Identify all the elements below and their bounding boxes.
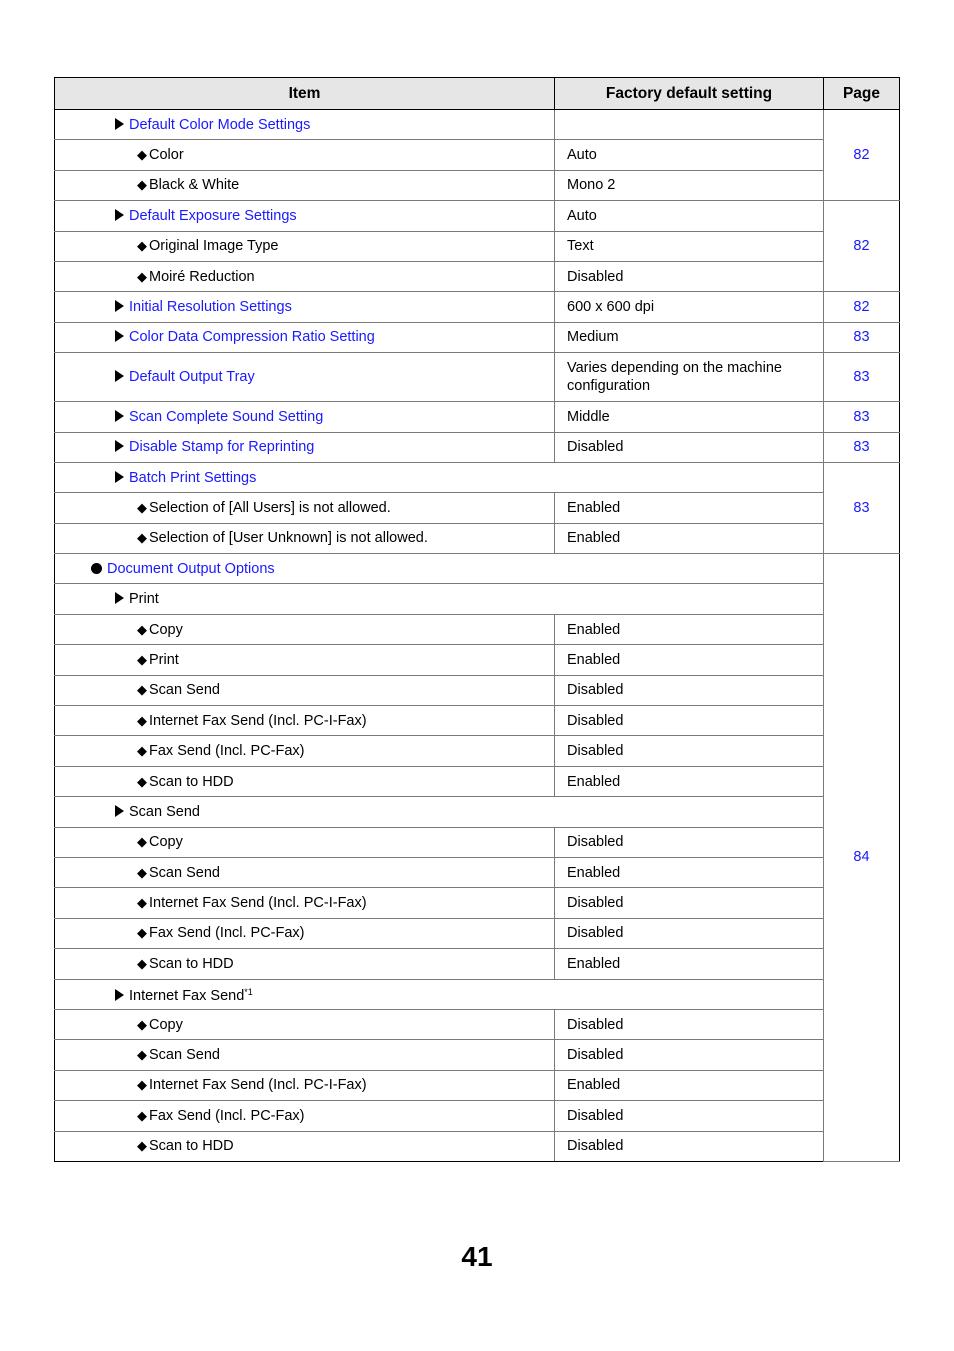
table-body [55,110,900,1162]
table-row [55,292,900,322]
item-cell[interactable] [55,110,555,140]
item-label: Selection of [All Users] is not allowed. [149,499,391,516]
page-link[interactable]: 83 [824,402,900,432]
default-value-cell: Enabled [555,493,824,523]
triangle-bullet-icon [115,118,124,130]
diamond-bullet-icon: ◆ [137,925,147,941]
table-row [55,675,900,705]
default-value-cell: Disabled [555,827,824,857]
default-value-cell: Disabled [555,1131,824,1161]
item-cell [55,675,555,705]
item-cell [55,736,555,766]
item-cell [55,766,555,796]
triangle-bullet-icon [115,989,124,1001]
diamond-bullet-icon: ◆ [137,499,147,515]
item-label: Copy [149,621,183,638]
table-row [55,827,900,857]
item-label: Selection of [User Unknown] is not allowed. [149,530,428,547]
page-link[interactable]: 83 [824,462,900,553]
bullet-dot-icon [91,563,102,574]
item-link[interactable]: Default Exposure Settings [129,207,297,224]
diamond-bullet-icon: ◆ [137,773,147,789]
table-row [55,614,900,644]
item-cell[interactable] [55,322,555,352]
table-row [55,706,900,736]
item-cell [55,949,555,979]
item-cell [55,1101,555,1131]
triangle-bullet-icon [115,440,124,452]
item-label: Fax Send (Incl. PC-Fax) [149,1107,305,1124]
diamond-bullet-icon: ◆ [137,1047,147,1063]
default-value-cell: Auto [555,140,824,170]
table-row [55,554,900,584]
default-value-cell: Disabled [555,432,824,462]
item-label: Copy [149,834,183,851]
item-cell [55,706,555,736]
table-row [55,170,900,200]
item-cell[interactable] [55,201,555,231]
header-default: Factory default setting [555,78,824,110]
diamond-bullet-icon: ◆ [137,864,147,880]
table-row [55,1101,900,1131]
diamond-bullet-icon: ◆ [137,1077,147,1093]
table-row [55,1131,900,1161]
item-label: Scan Send [149,1047,220,1064]
table-row [55,918,900,948]
item-label: Fax Send (Incl. PC-Fax) [149,743,305,760]
page-link[interactable]: 82 [824,201,900,292]
item-cell [55,614,555,644]
item-label: Scan to HDD [149,773,234,790]
item-cell[interactable] [55,554,824,584]
item-label: Scan to HDD [149,955,234,972]
table-row [55,736,900,766]
diamond-bullet-icon: ◆ [137,743,147,759]
item-cell [55,979,824,1009]
item-cell [55,888,555,918]
item-label: Print [129,591,159,608]
table-row [55,584,900,614]
table-header-row [55,78,900,110]
default-value-cell: Disabled [555,675,824,705]
table-row [55,766,900,796]
diamond-bullet-icon: ◆ [137,268,147,284]
item-link[interactable]: Color Data Compression Ratio Setting [129,329,375,346]
item-label: Internet Fax Send (Incl. PC-I-Fax) [149,1077,367,1094]
default-value-cell: Auto [555,201,824,231]
default-value-cell: Disabled [555,1009,824,1039]
item-cell[interactable] [55,292,555,322]
diamond-bullet-icon: ◆ [137,682,147,698]
default-value-cell: Disabled [555,888,824,918]
triangle-bullet-icon [115,805,124,817]
footnote-marker: *1 [244,987,253,998]
default-value-cell: Middle [555,402,824,432]
item-cell [55,140,555,170]
item-cell [55,523,555,553]
item-cell [55,1131,555,1161]
triangle-bullet-icon [115,209,124,221]
triangle-bullet-icon [115,410,124,422]
diamond-bullet-icon: ◆ [137,1107,147,1123]
item-label: Scan Send [149,864,220,881]
table-row [55,402,900,432]
item-label: Internet Fax Send (Incl. PC-I-Fax) [149,712,367,729]
table-row [55,1070,900,1100]
diamond-bullet-icon: ◆ [137,530,147,546]
default-value-cell [555,110,824,140]
table-row [55,949,900,979]
item-cell[interactable] [55,432,555,462]
item-link[interactable]: Document Output Options [107,560,275,577]
header-item: Item [55,78,555,110]
item-cell [55,857,555,887]
table-row [55,1009,900,1039]
default-value-cell: Enabled [555,1070,824,1100]
page-link[interactable]: 83 [824,432,900,462]
table-row [55,231,900,261]
table-row [55,462,900,492]
diamond-bullet-icon: ◆ [137,177,147,193]
item-cell [55,231,555,261]
default-value-cell: Enabled [555,645,824,675]
table-row [55,493,900,523]
item-label: Color [149,147,184,164]
default-value-cell: Enabled [555,949,824,979]
item-link[interactable]: Batch Print Settings [129,469,257,486]
item-cell [55,584,824,614]
default-value-cell: Enabled [555,523,824,553]
triangle-bullet-icon [115,471,124,483]
item-link[interactable]: Scan Complete Sound Setting [129,408,324,425]
item-link[interactable]: Disable Stamp for Reprinting [129,439,315,456]
item-label: Internet Fax Send [129,988,245,1005]
default-value-cell: Medium [555,322,824,352]
table-row [55,201,900,231]
default-value-cell: Mono 2 [555,170,824,200]
diamond-bullet-icon: ◆ [137,1016,147,1032]
triangle-bullet-icon [115,370,124,382]
page-link[interactable]: 83 [824,353,900,402]
default-value-cell: Disabled [555,706,824,736]
item-cell[interactable] [55,402,555,432]
header-page: Page [824,78,900,110]
table-row [55,353,900,402]
diamond-bullet-icon: ◆ [137,955,147,971]
item-label: Internet Fax Send (Incl. PC-I-Fax) [149,895,367,912]
diamond-bullet-icon: ◆ [137,1138,147,1154]
triangle-bullet-icon [115,592,124,604]
table-row [55,797,900,827]
table-row [55,432,900,462]
default-value-cell: Disabled [555,736,824,766]
diamond-bullet-icon: ◆ [137,651,147,667]
item-cell [55,1070,555,1100]
table-row [55,140,900,170]
item-cell [55,261,555,291]
item-link[interactable]: Default Color Mode Settings [129,116,311,133]
item-cell[interactable] [55,353,555,402]
item-label: Black & White [149,177,240,194]
page-link[interactable]: 82 [824,110,900,201]
default-value-cell: Enabled [555,614,824,644]
table-row [55,888,900,918]
diamond-bullet-icon: ◆ [137,238,147,254]
item-cell [55,645,555,675]
settings-table [54,77,900,1162]
table-row [55,261,900,291]
diamond-bullet-icon: ◆ [137,834,147,850]
default-value-cell: Enabled [555,766,824,796]
default-value-cell: Text [555,231,824,261]
triangle-bullet-icon [115,300,124,312]
table-row [55,110,900,140]
item-cell [55,493,555,523]
diamond-bullet-icon: ◆ [137,895,147,911]
item-label: Copy [149,1016,183,1033]
table-row [55,979,900,1009]
default-value-cell: Varies depending on the machine configuration [555,353,824,402]
table-row [55,1040,900,1070]
diamond-bullet-icon: ◆ [137,621,147,637]
diamond-bullet-icon: ◆ [137,712,147,728]
item-label: Scan to HDD [149,1138,234,1155]
default-value-cell: Disabled [555,261,824,291]
table-row [55,645,900,675]
item-cell [55,827,555,857]
item-label: Scan Send [149,682,220,699]
item-cell [55,918,555,948]
table-row [55,857,900,887]
item-label: Scan Send [129,803,200,820]
item-label: Fax Send (Incl. PC-Fax) [149,925,305,942]
item-cell [55,1040,555,1070]
page-link[interactable]: 84 [824,554,900,1162]
item-label: Original Image Type [149,238,279,255]
item-link[interactable]: Default Output Tray [129,369,255,386]
table-row [55,523,900,553]
item-label: Print [149,651,179,668]
item-cell [55,1009,555,1039]
item-cell[interactable] [55,462,824,492]
item-cell [55,170,555,200]
default-value-cell: Enabled [555,857,824,887]
default-value-cell: Disabled [555,1040,824,1070]
triangle-bullet-icon [115,330,124,342]
item-cell [55,797,824,827]
item-label: Moiré Reduction [149,268,255,285]
table-row [55,322,900,352]
page-link[interactable]: 83 [824,322,900,352]
default-value-cell: Disabled [555,918,824,948]
page-number: 41 [461,1241,493,1272]
default-value-cell: Disabled [555,1101,824,1131]
page-link[interactable]: 82 [824,292,900,322]
default-value-cell: 600 x 600 dpi [555,292,824,322]
item-link[interactable]: Initial Resolution Settings [129,299,292,316]
diamond-bullet-icon: ◆ [137,147,147,163]
